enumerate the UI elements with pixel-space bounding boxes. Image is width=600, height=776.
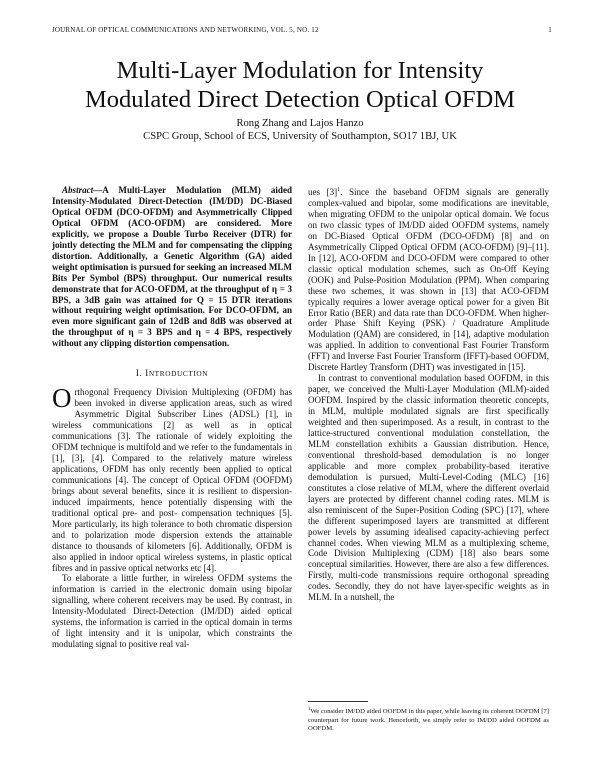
page-number: 1 xyxy=(548,26,552,34)
left-column xyxy=(52,185,292,650)
author-block xyxy=(0,117,600,143)
running-header xyxy=(52,26,552,38)
journal-name: JOURNAL OF OPTICAL COMMUNICATIONS AND NETWORKING, VOL. 5, NO. 12 xyxy=(52,26,319,34)
drop-cap: O xyxy=(52,383,72,414)
paragraph-2-cont-b: . Since the baseband OFDM signals are generally complex-valued and bipolar, some modifications are inevitable, when migrating OFDM to the unipolar optical domain. We focus on two classic types of IM/DD aided OOFDM systems, namely on DC-Biased Optical OFDM (DCO-OFDM) [8] and on Asymmetrically Clipped Optical OFDM (ACO-OFDM) [9]–[11]. In [12], ACO-OFDM and DCO-OFDM were compared to other classic optical modulation schemes, such as On-Off Keying (OOK) and Pulse-Position Modulation (PPM). When comparing these two schemes, it was shown in [13] that ACO-OFDM typically requires a lower average optical power for a given Bit Error Ratio (BER) and data rate than DCO-OFDM. When higher-order Phase Shift Keying (PSK) / Quadrature Amplitude Modulation (QAM) are considered, in [14], adaptive modulation was applied. In addition to conventional Fast Fourier Transform (FFT) and Inverse Fast Fourier Transform (IFFT)-based OOFDM, Discrete Hartley Transform (DHT) was investigated in [15]. xyxy=(308,187,549,373)
right-column xyxy=(308,185,549,603)
intro-paragraph-3: In contrast to conventional modulation based OOFDM, in this paper, we conceived the Multi-Layer Modulation (MLM)-aided OOFDM. Inspired by the classic information theoretic concepts, in MLM, multiple modulated signals are first specifically weighted and then superimposed. As a result, in contrast to the lattice-structured conventional modulation constellation, the MLM constellation exhibits a Gaussian distribution. Hence, conventional threshold-based demodulation is no longer applicable and more complex probability-based iterative demodulation is pursued, Multi-Level-Coding (MLC) [16] constitutes a close relative of MLM, where the different overlaid layers are protected by different channel coding rates. MLM is also reminiscent of the Super-Position Coding (SPC) [17], where the different superimposed layers are transmitted at different power levels by assuming idealised capacity-achieving perfect channel codes. When viewing MLM as a multiplexing scheme, Code Division Multiplexing (CDM) [18] also bears some conceptual similarities. However, there are also a few differences. Firstly, multi-code transmissions require orthogonal spreading codes. Secondly, they do not have layer-specific weights as in MLM. In a nutshell, the xyxy=(308,373,549,603)
section-heading xyxy=(52,368,292,380)
intro-paragraph-1-text: rthogonal Frequency Division Multiplexing (OFDM) has been invoked in diverse application areas, such as wired Asymmetric Digital Subscriber Lines (ADSL) [1], in wireless communications [2] as well as in optical communications [3]. The rationale of widely exploiting the OFDM technique is multifold and we refer to the fundamentals in [1], [3], [4]. Compared to the relatively mature wireless applications, OFDM has only recently been applied to optical communications [4]. The concept of Optical OFDM (OOFDM) brings about several benefits, since it is resilient to dispersion-induced impairments, hence potentially dispensing with the traditional optical pre- and post- compensation techniques [5]. More particularly, its high tolerance to both chromatic dispersion and to polarization mode dispersion extends the attainable distance to thousands of kilometers [6]. Additionally, OFDM is also applied in indoor optical wireless systems, in plastic optical fibres and in passive optical networks etc [4]. xyxy=(52,387,292,573)
footnote-text: We consider IM/DD aided OOFDM in this paper, while leaving its coherent OOFDM [7] counterpart for future work. Henceforth, we simply refer to IM/DD aided OOFDM as OOFDM. xyxy=(308,708,549,733)
abstract xyxy=(52,185,292,349)
paper-title xyxy=(0,56,600,114)
section-numeral: I. xyxy=(135,368,143,379)
abstract-text: —A Multi-Layer Modulation (MLM) aided Intensity-Modulated Direct-Detection (IM/DD) DC-Biased Optical OFDM (DCO-OFDM) and Asymmetrically Clipped Optical OFDM (ACO-OFDM) are considered. More explicitly, we propose a Double Turbo Receiver (DTR) for jointly detecting the MLM and for compensating the clipping distortion. Additionally, a Genetic Algorithm (GA) aided weight optimisation is pursued for seeking an increased MLM Bits Per Symbol (BPS) throughput. Our numerical results demonstrate that for ACO-OFDM, at the throughput of η = 3 BPS, a 3dB gain was attained for Q = 15 DTR iterations without requiring weight optimisation. For DCO-OFDM, an even more significant gain of 12dB and 8dB was observed at the throughput of η = 3 BPS and η = 4 BPS, respectively without any clipping distortion compensation. xyxy=(52,185,292,349)
paragraph-2-cont-a: ues [3] xyxy=(308,187,338,198)
abstract-label: Abstract xyxy=(62,185,94,195)
section-title-rest: NTRODUCTION xyxy=(148,369,209,379)
footnote-marker: 1 xyxy=(337,187,341,193)
author-affiliation: CSPC Group, School of ECS, University of Southampton, SO17 1BJ, UK xyxy=(143,131,457,142)
title-line-1: Multi-Layer Modulation for Intensity xyxy=(116,57,484,84)
intro-paragraph-2: To elaborate a little further, in wireless OFDM systems the information is carried in the electronic domain using bipolar signalling, where coherent receivers may be used. By contrast, in Intensity-Modulated Direct-Detection (IM/DD) aided optical systems, the information is carried in the optical domain in terms of light intensity and it is unipolar, which constraints the modulating signal to positive real val- xyxy=(52,573,292,650)
intro-paragraph-2-continued xyxy=(308,185,549,373)
footnote xyxy=(308,706,549,733)
section-title-initial: I xyxy=(145,368,149,379)
footnote-rule xyxy=(308,701,368,702)
title-line-2: Modulated Direct Detection Optical OFDM xyxy=(84,86,515,113)
author-names: Rong Zhang and Lajos Hanzo xyxy=(236,118,364,129)
intro-paragraph-1 xyxy=(52,383,292,573)
footnote-number: 1 xyxy=(308,707,311,712)
